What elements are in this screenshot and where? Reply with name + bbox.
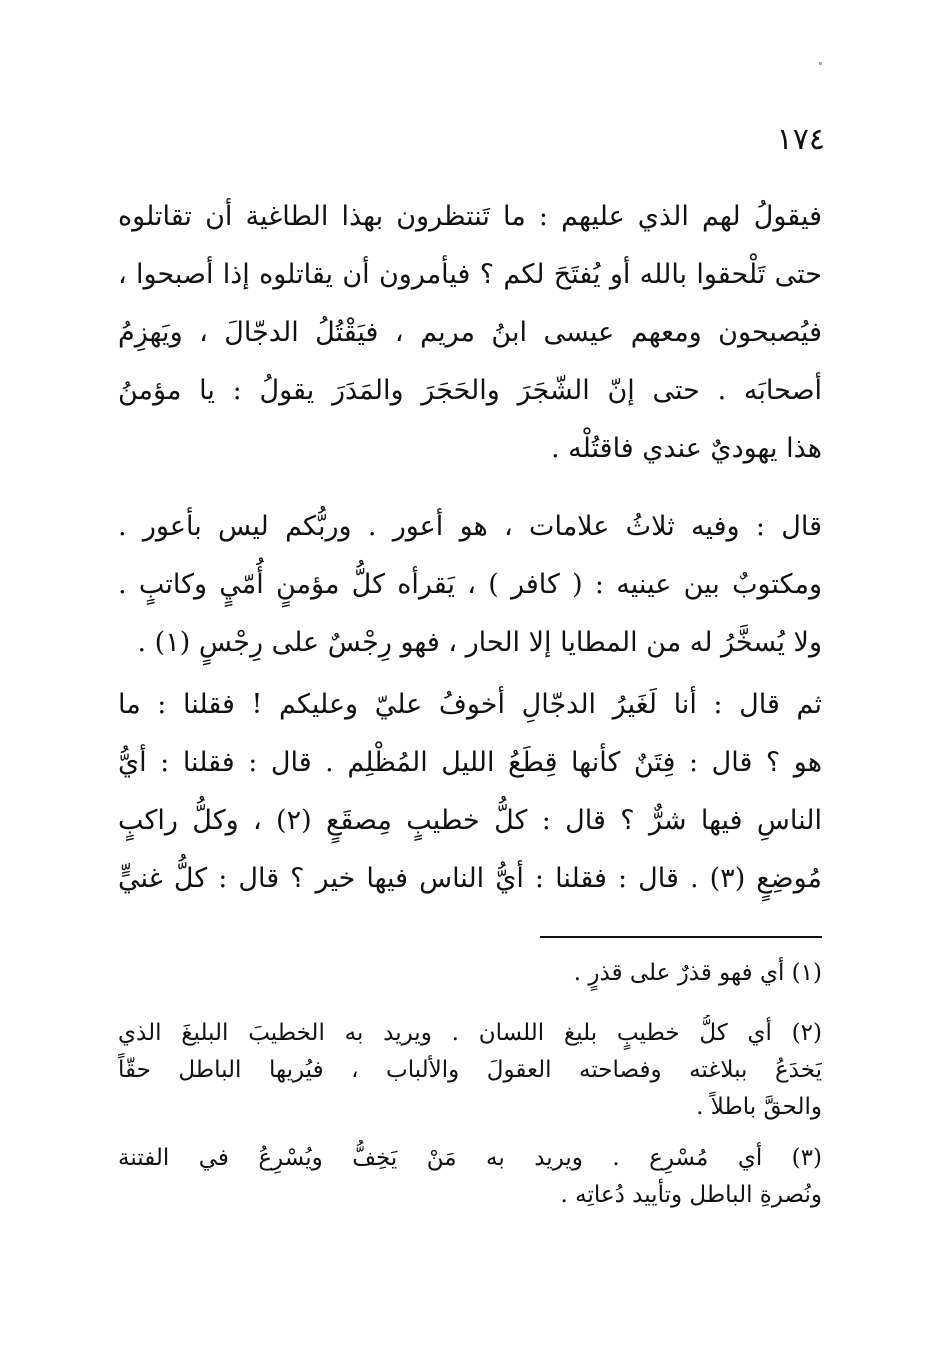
paragraph-3 <box>118 676 822 908</box>
footnote-line: (٢) أي كلُّ خطيبٍ بليغ اللسان . ويريد به الخطيبَ البليغَ الذي <box>118 1020 822 1046</box>
footnote-1 <box>118 955 822 992</box>
text-line: هذا يهوديٌ عندي فاقتُلْه . <box>550 433 822 464</box>
footnote-line: (١) أي فهو قذرٌ على قذرٍ . <box>573 960 822 986</box>
scan-speck <box>819 62 822 65</box>
paragraph-1 <box>118 188 822 478</box>
footnote-line: والحقَّ باطلاً . <box>696 1094 822 1120</box>
footnote-3 <box>118 1140 822 1214</box>
text-line: الناسِ فيها شرٌّ ؟ قال : كلُّ خطيبٍ مِصقَعٍ (٢) ، وكلُّ راكبٍ <box>118 805 822 836</box>
text-line: ثم قال : أنا لَغَيرُ الدجّالِ أخوفُ عليّ وعليكم ! فقلنا : ما <box>118 689 822 720</box>
text-line: هو ؟ قال : فِتَنٌ كأنها قِطَعُ الليل المُظْلِم . قال : فقلنا : أيُّ <box>118 747 822 778</box>
text-line: قال : وفيه ثلاثُ علامات ، هو أعور . وربُّكم ليس بأعور . <box>118 511 822 542</box>
text-line: ومكتوبٌ بين عينيه : ( كافر ) ، يَقرأه كلُّ مؤمنٍ أُمّيٍ وكاتبٍ . <box>118 569 822 600</box>
footnote-line: يَخدَعُ ببلاغته وفصاحته العقولَ والألباب ، فيُريها الباطل حقّاً <box>118 1057 822 1083</box>
text-line: ولا يُسخَّرُ له من المطايا إلا الحار ، فهو رِجْسٌ على رِجْسٍ (١) . <box>137 627 822 658</box>
text-line: فيقولُ لهم الذي عليهم : ما تَنتظرون بهذا الطاغية أن تقاتلوه <box>118 201 822 232</box>
footnote-2 <box>118 1015 822 1126</box>
text-line: مُوضِعٍ (٣) . قال : فقلنا : أيُّ الناس فيها خير ؟ قال : كلُّ غنيٍّ <box>118 863 822 894</box>
footnote-line: (٣) أي مُسْرِع . ويريد به مَنْ يَخِفُّ ويُسْرِعُ في الفتنة <box>118 1145 822 1171</box>
paragraph-2 <box>118 498 822 672</box>
footnote-line: ونُصرةِ الباطل وتأييد دُعاتِه . <box>560 1182 822 1208</box>
text-line: حتى تَلْحقوا بالله أو يُفتَحَ لكم ؟ فيأمرون أن يقاتلوه إذا أصبحوا ، <box>118 259 822 290</box>
page-number: ١٧٤ <box>776 122 825 157</box>
text-line: أصحابَه . حتى إنّ الشّجَرَ والحَجَرَ والمَدَرَ يقولُ : يا مؤمنُ <box>118 375 822 406</box>
footnote-separator <box>540 936 822 938</box>
text-line: فيُصبحون ومعهم عيسى ابنُ مريم ، فيَقْتُلُ الدجّالَ ، ويَهزِمُ <box>118 317 822 348</box>
